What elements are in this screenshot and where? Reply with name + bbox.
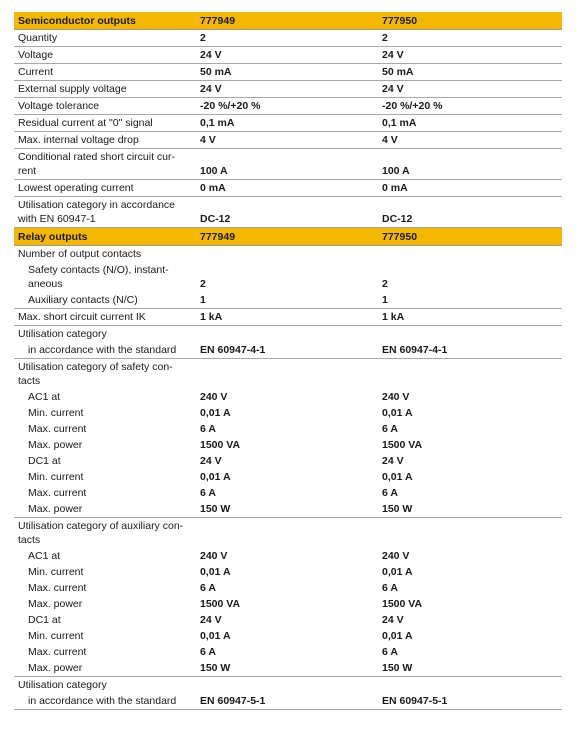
group-title-row bbox=[14, 246, 562, 263]
row-value-b: 4 V bbox=[378, 132, 562, 149]
row-label: Max. current bbox=[28, 487, 87, 499]
relay-header-col1: 777949 bbox=[196, 228, 378, 246]
row-value-a: 6 A bbox=[200, 646, 216, 658]
util2-title: Utilisation category bbox=[18, 679, 107, 691]
table-row bbox=[14, 693, 562, 710]
row-label: Current bbox=[14, 64, 196, 81]
row-value-b: 2 bbox=[378, 30, 562, 47]
table-row bbox=[14, 292, 562, 309]
row-value-a: 24 V bbox=[196, 81, 378, 98]
row-value-b: 1 kA bbox=[378, 309, 562, 326]
row-label: AC1 at bbox=[28, 550, 61, 562]
row-value-b: 100 A bbox=[378, 149, 562, 180]
row-label: DC1 at bbox=[28, 455, 61, 467]
relay-header-row bbox=[14, 228, 562, 246]
row-label: Residual current at "0" signal bbox=[14, 115, 196, 132]
table-row bbox=[14, 180, 562, 197]
row-label: Max. short circuit current IK bbox=[14, 309, 196, 326]
row-label: Quantity bbox=[14, 30, 196, 47]
row-label: Max. power bbox=[14, 660, 196, 677]
row-label: Max. power bbox=[14, 501, 196, 518]
row-value-b: 0,01 A bbox=[382, 630, 413, 642]
row-label bbox=[14, 149, 196, 180]
util1-title: Utilisation category bbox=[18, 328, 107, 340]
row-label: Voltage tolerance bbox=[14, 98, 196, 115]
row-value-a: 1500 VA bbox=[200, 439, 241, 451]
row-label: Voltage bbox=[14, 47, 196, 64]
row-value-a: 1 bbox=[196, 292, 378, 309]
row-label: Max. power bbox=[28, 598, 83, 610]
table-row bbox=[14, 501, 562, 518]
row-value-a: 6 A bbox=[200, 582, 216, 594]
row-value-a: 240 V bbox=[200, 550, 228, 562]
row-value-a: 150 W bbox=[196, 660, 378, 677]
row-value-b: 24 V bbox=[378, 47, 562, 64]
row-value-b: 0,01 A bbox=[382, 471, 413, 483]
relay-header-col2: 777950 bbox=[378, 228, 562, 246]
row-value-a: 150 W bbox=[196, 501, 378, 518]
row-value-b: 1500 VA bbox=[382, 598, 423, 610]
output-contacts-title: Number of output contacts bbox=[18, 248, 142, 260]
table-row bbox=[14, 149, 562, 180]
table-row bbox=[14, 389, 562, 405]
row-value-b: 0,1 mA bbox=[378, 115, 562, 132]
row-label-line: aneous bbox=[28, 278, 63, 290]
row-value-b: 150 W bbox=[378, 501, 562, 518]
group-title-line: tacts bbox=[18, 375, 41, 387]
row-value-b: 6 A bbox=[382, 582, 398, 594]
table-row bbox=[14, 98, 562, 115]
row-value-b: 240 V bbox=[382, 391, 410, 403]
table-row bbox=[14, 469, 562, 485]
row-value-a: 6 A bbox=[200, 423, 216, 435]
row-label: DC1 at bbox=[28, 614, 61, 626]
row-value-b: DC-12 bbox=[378, 197, 562, 228]
table-row bbox=[14, 81, 562, 98]
table-row bbox=[14, 580, 562, 596]
row-value-b: 150 W bbox=[378, 660, 562, 677]
table-row bbox=[14, 453, 562, 469]
row-label-line: Utilisation category in accordance bbox=[18, 199, 175, 211]
row-value-a: 2 bbox=[200, 278, 206, 290]
row-label: Auxiliary contacts (N/C) bbox=[14, 292, 196, 309]
row-value-a: 4 V bbox=[196, 132, 378, 149]
row-value-a: 0,01 A bbox=[200, 471, 231, 483]
row-label: Max. power bbox=[28, 439, 83, 451]
row-value-a: 0,01 A bbox=[200, 630, 231, 642]
row-label: AC1 at bbox=[28, 391, 61, 403]
row-value-b: 240 V bbox=[382, 550, 410, 562]
row-value-b: 0 mA bbox=[378, 180, 562, 197]
semiconductor-header-col1: 777949 bbox=[196, 12, 378, 30]
table-row bbox=[14, 309, 562, 326]
row-value-b: 0,01 A bbox=[382, 407, 413, 419]
row-value-a: 2 bbox=[196, 30, 378, 47]
table-row bbox=[14, 437, 562, 453]
row-value-a: 240 V bbox=[200, 391, 228, 403]
table-row bbox=[14, 262, 562, 292]
group-title-row bbox=[14, 359, 562, 390]
row-label-line: Conditional rated short circuit cur- bbox=[18, 151, 175, 163]
row-label: Lowest operating current bbox=[14, 180, 196, 197]
group-title-row bbox=[14, 326, 562, 343]
row-value-b: 24 V bbox=[382, 455, 404, 467]
row-label: Min. current bbox=[28, 630, 84, 642]
spec-table bbox=[14, 12, 562, 710]
semiconductor-header-col2: 777950 bbox=[378, 12, 562, 30]
row-value-a: 50 mA bbox=[196, 64, 378, 81]
row-value-b: 6 A bbox=[382, 487, 398, 499]
table-row bbox=[14, 342, 562, 359]
row-value-b: 6 A bbox=[382, 423, 398, 435]
row-label: in accordance with the standard bbox=[14, 342, 196, 359]
table-row bbox=[14, 132, 562, 149]
row-value-a: EN 60947-5-1 bbox=[196, 693, 378, 710]
aux-util-title bbox=[14, 518, 562, 549]
row-value-a: 1500 VA bbox=[200, 598, 241, 610]
table-row bbox=[14, 64, 562, 81]
row-value-b: 24 V bbox=[378, 81, 562, 98]
row-value-b: 1 bbox=[378, 292, 562, 309]
table-row bbox=[14, 115, 562, 132]
group-title-line: Utilisation category of auxiliary con- bbox=[18, 520, 184, 532]
table-row bbox=[14, 660, 562, 677]
row-value-b: EN 60947-4-1 bbox=[378, 342, 562, 359]
table-row bbox=[14, 628, 562, 644]
semiconductor-header-row bbox=[14, 12, 562, 30]
row-label: External supply voltage bbox=[14, 81, 196, 98]
row-label: Min. current bbox=[28, 407, 84, 419]
table-row bbox=[14, 30, 562, 47]
table-row bbox=[14, 47, 562, 64]
row-value-a: 0,1 mA bbox=[196, 115, 378, 132]
row-label: Min. current bbox=[28, 566, 84, 578]
table-row bbox=[14, 612, 562, 628]
row-label: Max. current bbox=[28, 423, 87, 435]
semiconductor-header-title: Semiconductor outputs bbox=[14, 12, 196, 30]
table-row bbox=[14, 197, 562, 228]
row-label: Min. current bbox=[28, 471, 84, 483]
relay-header-title: Relay outputs bbox=[14, 228, 196, 246]
row-value-b: 2 bbox=[382, 278, 388, 290]
row-value-b: 6 A bbox=[382, 646, 398, 658]
row-value-a: 0,01 A bbox=[200, 407, 231, 419]
group-title-line: tacts bbox=[18, 534, 41, 546]
row-value-a: 24 V bbox=[196, 47, 378, 64]
row-value-a: 24 V bbox=[200, 455, 222, 467]
row-value-b: 0,01 A bbox=[382, 566, 413, 578]
row-label: Max. current bbox=[28, 582, 87, 594]
table-row bbox=[14, 548, 562, 564]
row-value-b: 50 mA bbox=[378, 64, 562, 81]
row-label: in accordance with the standard bbox=[14, 693, 196, 710]
row-value-a: DC-12 bbox=[196, 197, 378, 228]
row-value-b: 24 V bbox=[382, 614, 404, 626]
row-value-a: -20 %/+20 % bbox=[196, 98, 378, 115]
row-value-a: 100 A bbox=[196, 149, 378, 180]
row-value-a: 6 A bbox=[200, 487, 216, 499]
row-label-line: Safety contacts (N/O), instant- bbox=[28, 264, 169, 276]
row-label: Max. current bbox=[28, 646, 87, 658]
row-value-a: EN 60947-4-1 bbox=[196, 342, 378, 359]
row-value-b: -20 %/+20 % bbox=[378, 98, 562, 115]
table-row bbox=[14, 596, 562, 612]
row-value-b: EN 60947-5-1 bbox=[378, 693, 562, 710]
table-row bbox=[14, 421, 562, 437]
row-value-a: 1 kA bbox=[196, 309, 378, 326]
row-label: Max. internal voltage drop bbox=[14, 132, 196, 149]
table-row bbox=[14, 405, 562, 421]
group-title-line: Utilisation category of safety con- bbox=[18, 361, 173, 373]
table-row bbox=[14, 485, 562, 501]
table-row bbox=[14, 644, 562, 660]
row-value-a: 0,01 A bbox=[200, 566, 231, 578]
group-title-row bbox=[14, 677, 562, 694]
row-label-line: with EN 60947-1 bbox=[18, 213, 96, 225]
safety-util-title bbox=[14, 359, 562, 390]
table-row bbox=[14, 564, 562, 580]
group-title-row bbox=[14, 518, 562, 549]
row-label bbox=[14, 262, 196, 292]
row-value-a: 0 mA bbox=[196, 180, 378, 197]
row-label-line: rent bbox=[18, 165, 37, 177]
spec-sheet bbox=[14, 12, 562, 710]
row-value-a: 24 V bbox=[200, 614, 222, 626]
row-value-b: 1500 VA bbox=[382, 439, 423, 451]
row-label bbox=[14, 197, 196, 228]
